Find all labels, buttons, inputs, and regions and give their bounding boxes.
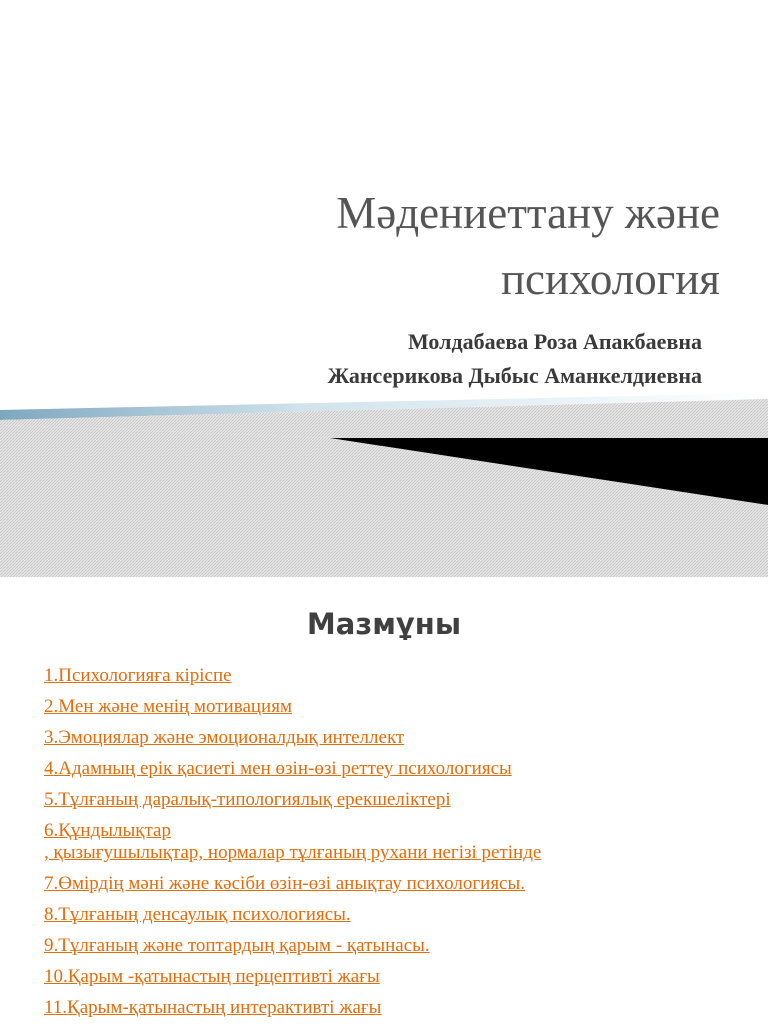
link-line: 2.Мен және менің мотивациям — [44, 696, 292, 717]
author-name: Молдабаева Роза Апакбаевна — [407, 329, 702, 354]
contents-link[interactable] — [44, 758, 744, 780]
contents-link[interactable] — [44, 696, 744, 718]
link-line: 6.Құндылықтар — [44, 820, 171, 841]
list-item — [44, 997, 744, 1019]
link-line: 4.Адамның ерік қасиеті мен өзін-өзі реттеу психологиясы — [44, 758, 512, 779]
title-line: Мәдениеттану және — [336, 188, 720, 238]
list-item — [44, 789, 744, 811]
contents-link[interactable] — [44, 997, 744, 1019]
link-line: 9.Тұлғаның және топтардың қарым - қатынасы. — [44, 935, 430, 956]
contents-link[interactable] — [44, 789, 744, 811]
link-line: 1.Психологияға кіріспе — [44, 665, 232, 686]
list-item — [44, 904, 744, 926]
author-name: Жансерикова Дыбыс Аманкелдиевна — [327, 363, 702, 388]
list-item — [44, 665, 744, 687]
contents-list — [44, 665, 744, 1024]
link-line: 8.Тұлғаның денсаулық психологиясы. — [44, 904, 351, 925]
contents-heading: Мазмұны — [306, 607, 462, 641]
slide-title — [120, 180, 720, 312]
list-item — [44, 966, 744, 988]
list-item — [44, 727, 744, 749]
link-line: 5.Тұлғаның даралық-типологиялық ерекшеліктері — [44, 789, 451, 810]
contents-link[interactable] — [44, 727, 744, 749]
list-item — [44, 820, 744, 864]
list-item — [44, 758, 744, 780]
contents-link[interactable] — [44, 904, 744, 926]
contents-link[interactable] — [44, 935, 744, 957]
link-line: , қызығушылықтар, нормалар тұлғаның рухани негізі ретінде — [44, 842, 542, 863]
link-line: 3.Эмоциялар және эмоционалдық интеллект — [44, 727, 405, 748]
decorative-band — [0, 380, 768, 577]
link-line: 11.Қарым-қатынастың интерактивті жағы — [44, 997, 382, 1018]
contents-link[interactable] — [44, 820, 744, 864]
list-item — [44, 873, 744, 895]
contents-link[interactable] — [44, 966, 744, 988]
link-line: 10.Қарым -қатынастың перцептивті жағы — [44, 966, 380, 987]
contents-slide — [0, 577, 768, 1024]
link-line: 7.Өмірдің мәні және кәсіби өзін-өзі анықтау психологиясы. — [44, 873, 526, 894]
list-item — [44, 935, 744, 957]
title-line: психология — [500, 254, 720, 304]
contents-link[interactable] — [44, 665, 744, 687]
list-item — [44, 696, 744, 718]
contents-link[interactable] — [44, 873, 744, 895]
